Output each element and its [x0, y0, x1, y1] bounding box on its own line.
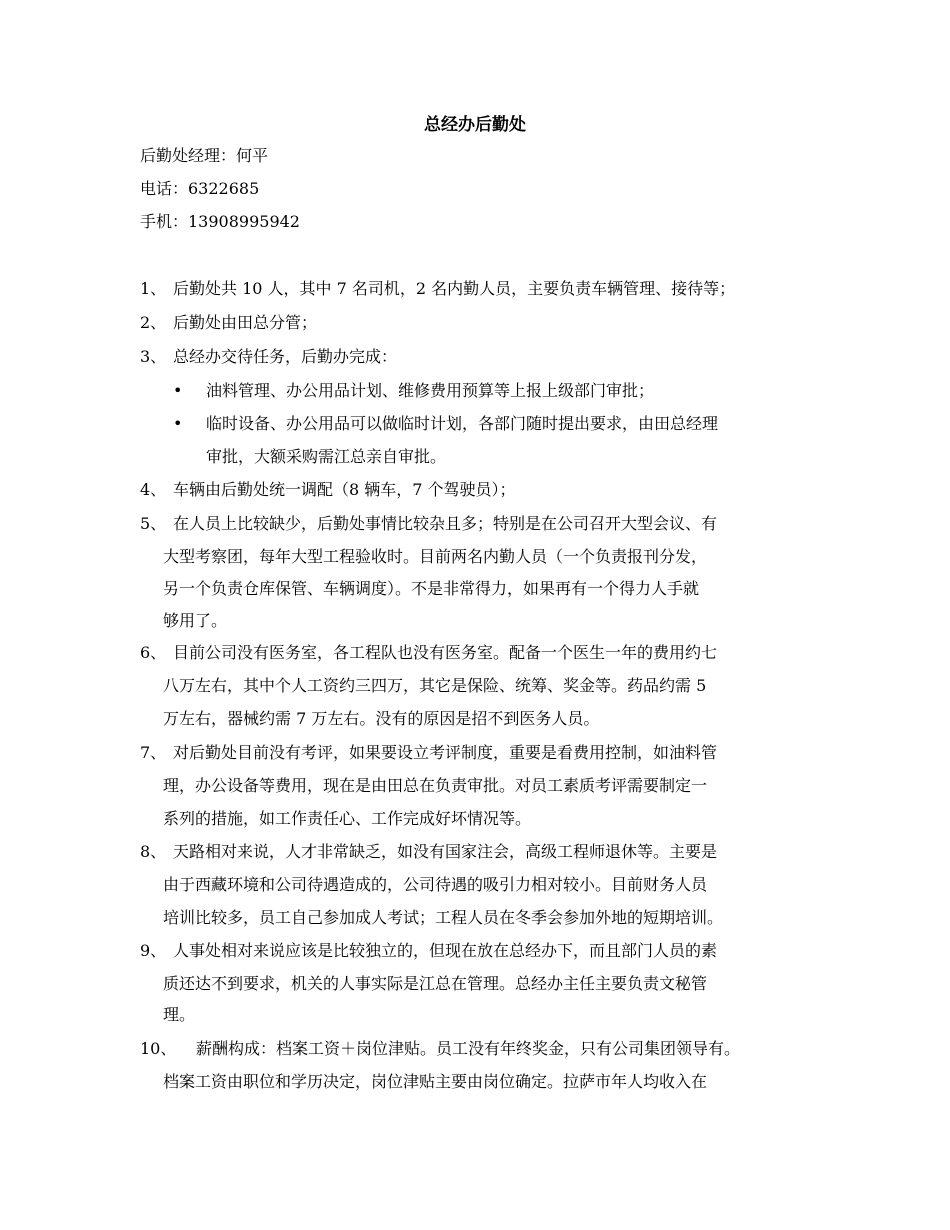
item-number: 10、 [140, 1039, 177, 1058]
manager-line: 后勤处经理：何平 [140, 146, 269, 165]
item-number: 4、 [140, 480, 167, 499]
item-text: 目前公司没有医务室，各工程队也没有医务室。配备一个医生一年的费用约七 [173, 643, 718, 662]
item-text: 薪酬构成：档案工资＋岗位津贴。员工没有年终奖金，只有公司集团领导有。 [196, 1039, 741, 1058]
item-text: 车辆由后勤处统一调配（8 辆车，7 个驾驶员）； [173, 480, 516, 499]
item-text: 后勤处共 10 人，其中 7 名司机，2 名内勤人员，主要负责车辆管理、接待等； [173, 279, 736, 298]
item-text: 万左右，器械约需 7 万左右。没有的原因是招不到医务人员。 [163, 709, 600, 728]
item-number: 7、 [140, 743, 167, 762]
item-number: 5、 [140, 514, 167, 533]
item-text: 大型考察团，每年大型工程验收时。目前两名内勤人员（一个负责报刊分发， [163, 547, 708, 566]
item-text: 够用了。 [163, 611, 228, 630]
item-number: 1、 [140, 279, 167, 298]
mobile-line: 手机：13908995942 [140, 212, 300, 231]
item-text: 八万左右，其中个人工资约三四万，其它是保险、统筹、奖金等。药品约需 5 [163, 676, 707, 695]
item-number: 2、 [140, 313, 167, 332]
item-text: 人事处相对来说应该是比较独立的，但现在放在总经办下，而且部门人员的素 [173, 941, 718, 960]
item-text: 在人员上比较缺少，后勤处事情比较杂且多；特别是在公司召开大型会议、有 [173, 514, 718, 533]
page-title: 总经办后勤处 [424, 115, 526, 135]
item-text: 档案工资由职位和学历决定，岗位津贴主要由岗位确定。拉萨市年人均收入在 [163, 1072, 708, 1091]
bullet-text: 临时设备、办公用品可以做临时计划，各部门随时提出要求，由田总经理 [206, 414, 719, 433]
item-text: 由于西藏环境和公司待遇造成的，公司待遇的吸引力相对较小。目前财务人员 [163, 875, 708, 894]
item-text: 理，办公设备等费用，现在是由田总在负责审批。对员工素质考评需要制定一 [163, 776, 708, 795]
item-text: 理。 [163, 1005, 196, 1024]
bullet-text: 审批，大额采购需江总亲自审批。 [206, 447, 447, 466]
item-text: 质还达不到要求，机关的人事实际是江总在管理。总经办主任主要负责文秘管 [163, 974, 708, 993]
item-number: 3、 [140, 347, 167, 366]
item-number: 8、 [140, 842, 167, 861]
item-number: 9、 [140, 941, 167, 960]
bullet-icon: • [173, 414, 183, 433]
item-text: 后勤处由田总分管； [173, 313, 318, 332]
item-text: 系列的措施，如工作责任心、工作完成好坏情况等。 [163, 809, 532, 828]
item-number: 6、 [140, 643, 167, 662]
item-text: 总经办交待任务，后勤办完成： [173, 347, 398, 366]
item-text: 对后勤处目前没有考评，如果要设立考评制度，重要是看费用控制，如油料管 [173, 743, 718, 762]
bullet-icon: • [173, 381, 183, 400]
phone-line: 电话：6322685 [140, 179, 260, 198]
item-text: 培训比较多，员工自己参加成人考试；工程人员在冬季会参加外地的短期培训。 [163, 908, 724, 927]
item-text: 另一个负责仓库保管、车辆调度）。不是非常得力，如果再有一个得力人手就 [163, 579, 700, 598]
bullet-text: 油料管理、办公用品计划、维修费用预算等上报上级部门审批； [206, 381, 655, 400]
item-text: 天路相对来说，人才非常缺乏，如没有国家注会，高级工程师退休等。主要是 [173, 842, 718, 861]
